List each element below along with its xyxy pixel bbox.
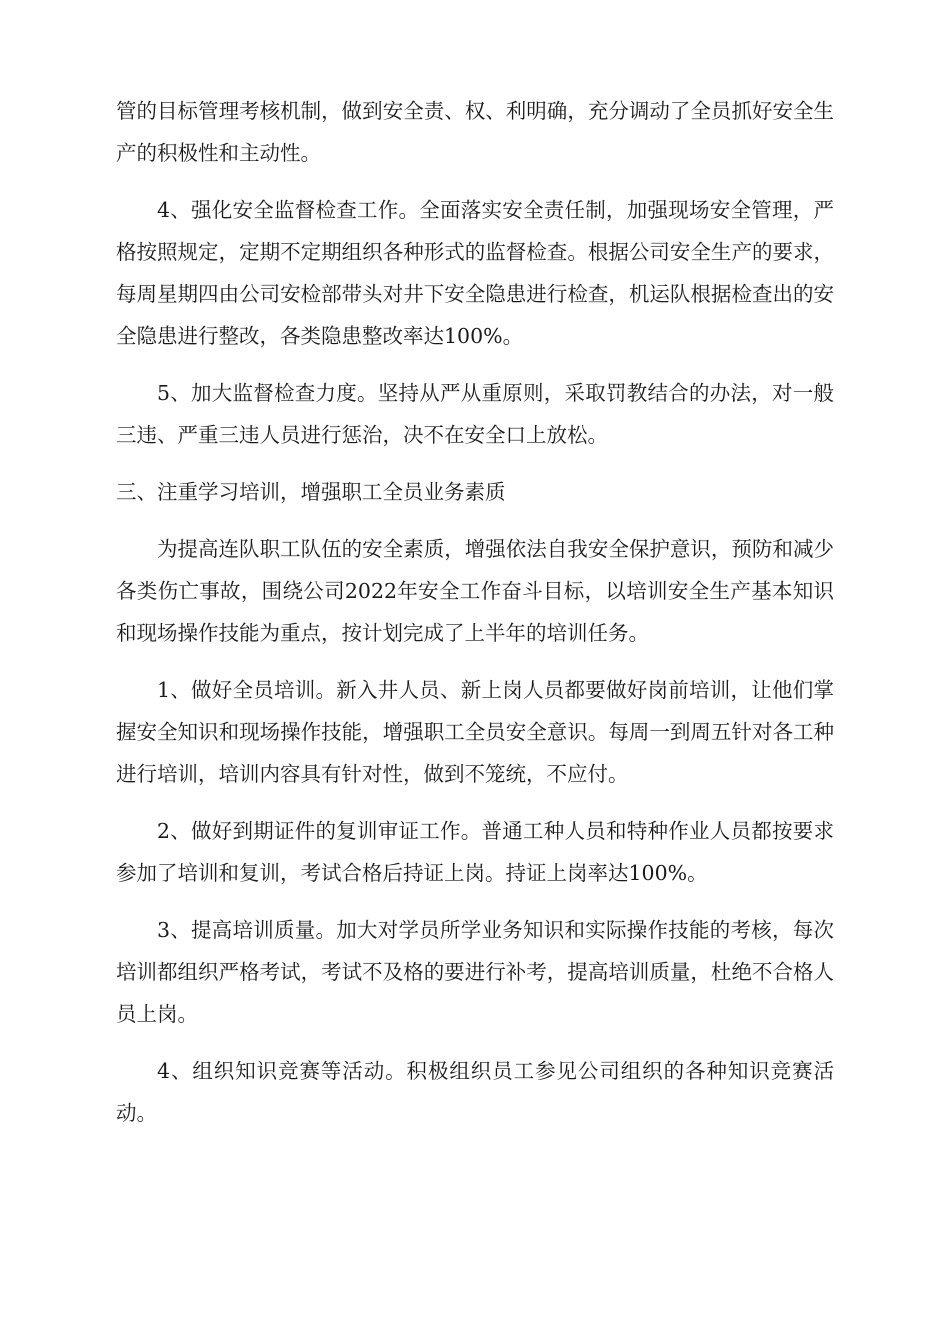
paragraph-item-1-training: 1、做好全员培训。新入井人员、新上岗人员都要做好岗前培训，让他们掌握安全知识和现场操作技能，增强职工全员安全意识。每周一到周五针对各工种进行培训，培训内容具有针对性，做到不笼统，不应付。 [116, 678, 834, 786]
document-body [116, 90, 834, 1149]
paragraph-item-3-quality: 3、提高培训质量。加大对学员所学业务知识和实际操作技能的考核，每次培训都组织严格考试，考试不及格的要进行补考，提高培训质量，杜绝不合格人员上岗。 [116, 918, 834, 1026]
paragraph-item-2-certificates: 2、做好到期证件的复训审证工作。普通工种人员和特种作业人员都按要求参加了培训和复训，考试合格后持证上岗。持证上岗率达100%。 [116, 819, 834, 885]
paragraph-training-intro: 为提高连队职工队伍的安全素质，增强依法自我安全保护意识，预防和减少各类伤亡事故，围绕公司2022年安全工作奋斗目标，以培训安全生产基本知识和现场操作技能为重点，按计划完成了上半年的培训任务。 [116, 537, 834, 645]
paragraph-item-4-inspection: 4、强化安全监督检查工作。全面落实安全责任制，加强现场安全管理，严格按照规定，定期不定期组织各种形式的监督检查。根据公司安全生产的要求，每周星期四由公司安检部带头对井下安全隐患进行检查，机运队根据检查出的安全隐患进行整改，各类隐患整改率达100%。 [116, 198, 834, 348]
paragraph-item-5-supervision: 5、加大监督检查力度。坚持从严从重原则，采取罚教结合的办法，对一般三违、严重三违人员进行惩治，决不在安全口上放松。 [116, 381, 834, 447]
paragraph-continuation: 管的目标管理考核机制，做到安全责、权、利明确，充分调动了全员抓好安全生产的积极性和主动性。 [116, 99, 834, 165]
paragraph-item-4-competition: 4、组织知识竞赛等活动。积极组织员工参见公司组织的各种知识竞赛活动。 [116, 1059, 834, 1125]
section-heading-training: 三、注重学习培训，增强职工全员业务素质 [116, 480, 506, 504]
